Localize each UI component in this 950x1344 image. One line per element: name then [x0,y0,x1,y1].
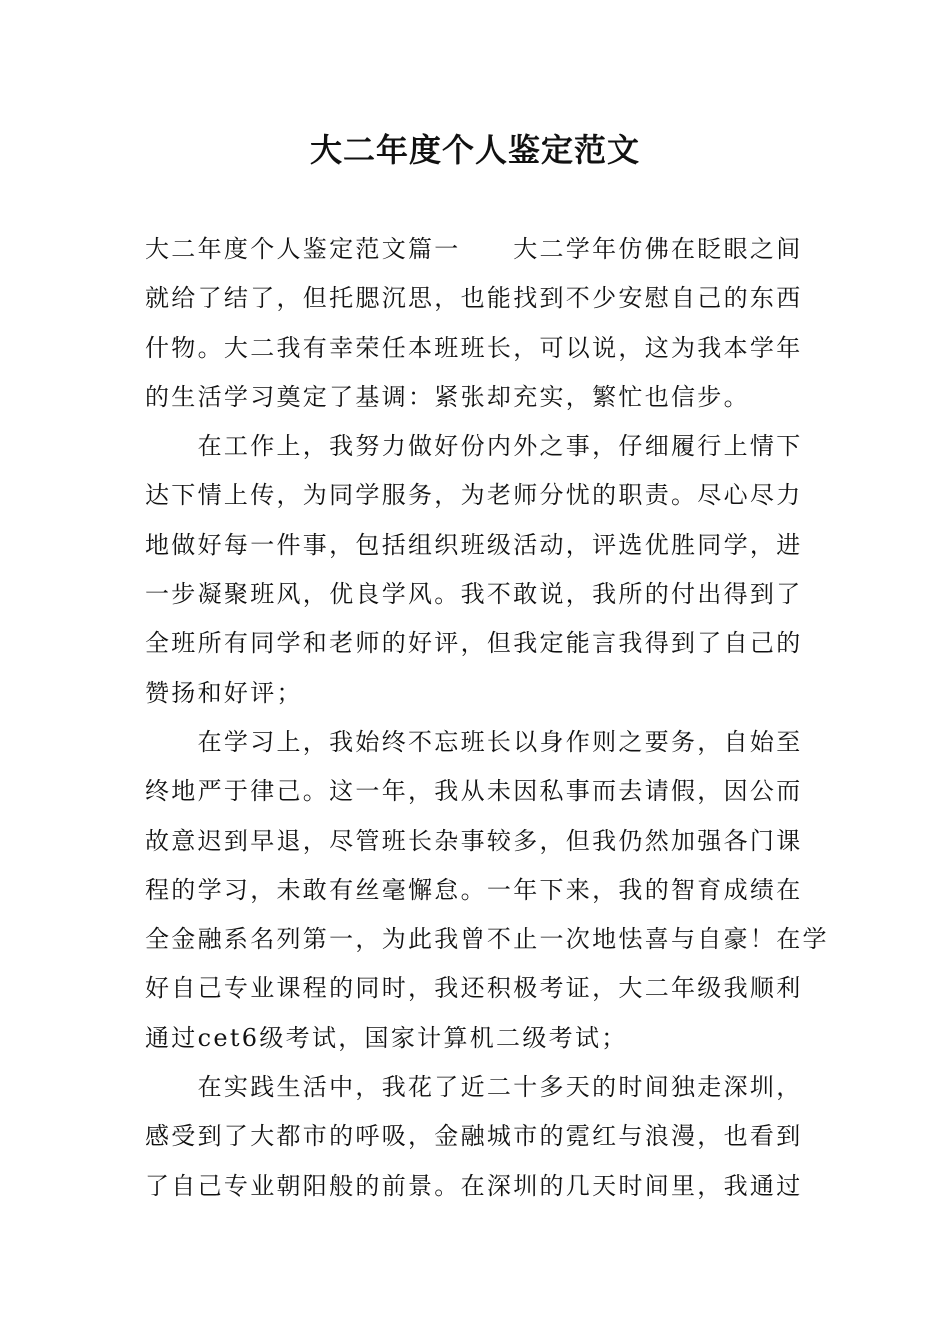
text-line: 赞扬和好评； [145,678,303,707]
text-line: 什物。大二我有幸荣任本班班长，可以说，这为我本学年 [145,333,803,362]
text-line: 在学习上，我始终不忘班长以身作则之要务，自始至 [145,727,803,756]
document-body [145,225,829,1211]
text-line: 感受到了大都市的呼吸，金融城市的霓红与浪漫，也看到 [145,1122,803,1151]
text-line: 了自己专业朝阳般的前景。在深圳的几天时间里，我通过 [145,1171,803,1200]
text-line: 地做好每一件事，包括组织班级活动，评选优胜同学，进 [145,530,803,559]
text-line: 大二年度个人鉴定范文篇一 大二学年仿佛在眨眼之间 [145,235,803,263]
text-line: 在实践生活中，我花了近二十多天的时间独走深圳， [145,1073,803,1102]
text-line: 就给了结了，但托腮沉思，也能找到不少安慰自己的东西 [145,284,803,313]
text-line: 通过cet6级考试，国家计算机二级考试； [145,1023,628,1052]
text-line: 终地严于律己。这一年，我从未因私事而去请假，因公而 [145,777,803,806]
text-line: 在工作上，我努力做好份内外之事，仔细履行上情下 [145,432,803,461]
text-line: 好自己专业课程的同时，我还积极考证，大二年级我顺利 [145,974,803,1003]
document-title: 大二年度个人鉴定范文 [309,131,640,169]
text-line: 全班所有同学和老师的好评，但我定能言我得到了自己的 [145,629,803,658]
text-line: 程的学习，未敢有丝毫懈怠。一年下来，我的智育成绩在 [145,875,803,904]
text-line: 全金融系名列第一，为此我曾不止一次地怯喜与自豪！在学 [145,925,829,954]
text-line: 达下情上传，为同学服务，为老师分忧的职责。尽心尽力 [145,481,803,510]
text-line: 故意迟到早退，尽管班长杂事较多，但我仍然加强各门课 [145,826,803,855]
text-line: 的生活学习奠定了基调：紧张却充实，繁忙也信步。 [145,382,750,411]
text-line: 一步凝聚班风，优良学风。我不敢说，我所的付出得到了 [145,580,803,609]
